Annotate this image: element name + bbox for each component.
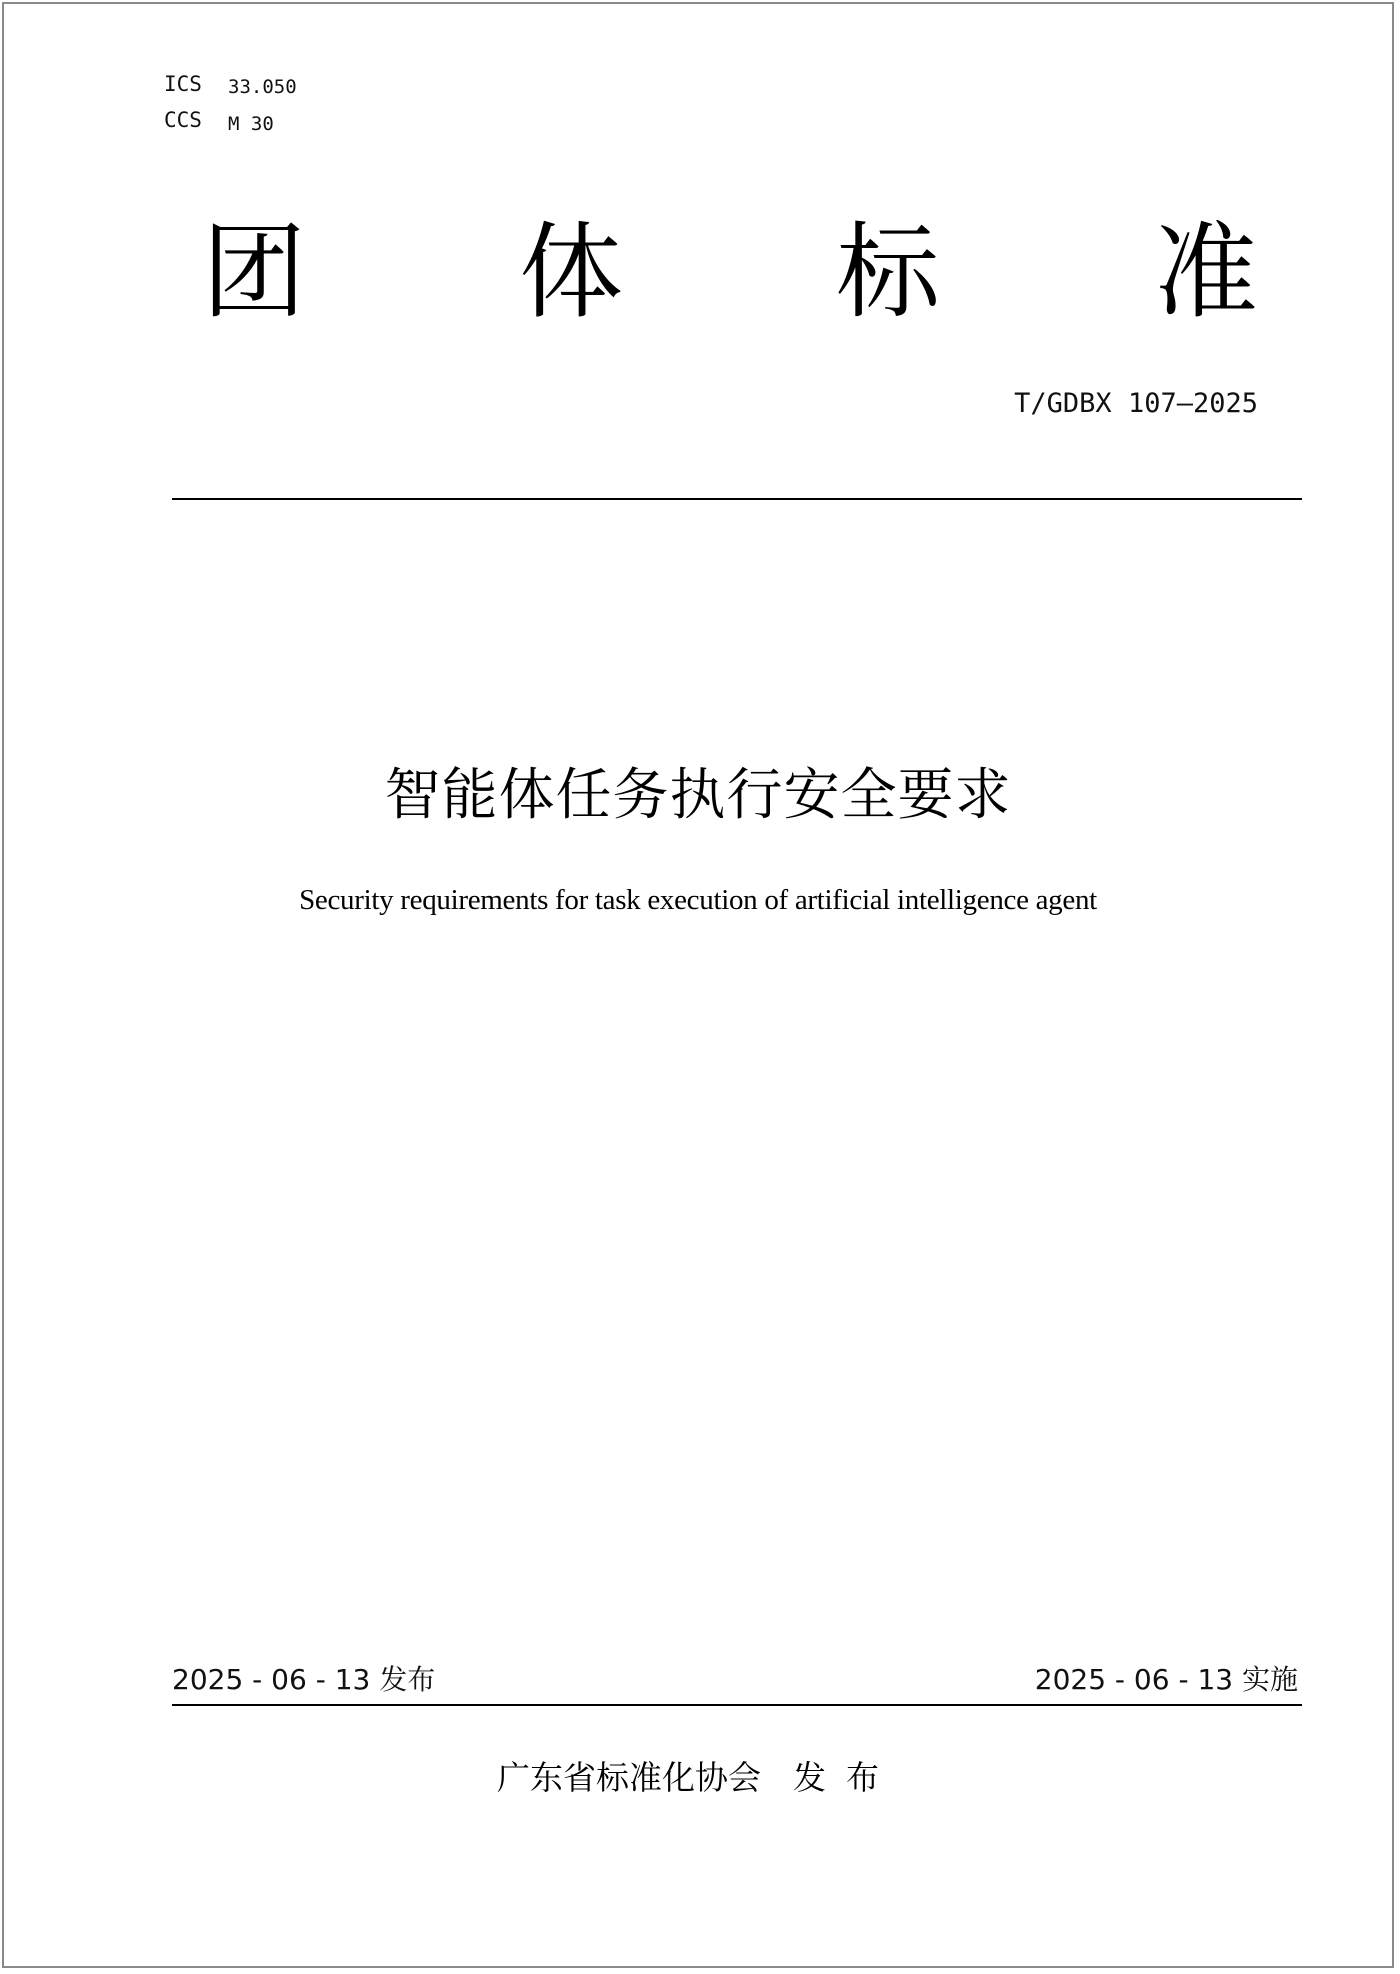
ccs-label: CCS bbox=[164, 108, 202, 132]
top-divider bbox=[172, 498, 1302, 500]
ccs-value: M 30 bbox=[228, 113, 274, 135]
publisher-suffix: 发布 bbox=[793, 1758, 899, 1797]
header-char-1: 团 bbox=[202, 211, 307, 333]
document-title-english: Security requirements for task execution of artificial intelligence agent bbox=[299, 884, 1097, 916]
publisher-line bbox=[4, 1756, 1392, 1800]
header-char-2: 体 bbox=[519, 211, 624, 333]
header-char-4: 准 bbox=[1154, 211, 1259, 333]
issue-date: 2025 - 06 - 13 发布 bbox=[172, 1663, 436, 1696]
publisher-name: 广东省标准化协会 bbox=[497, 1758, 761, 1797]
header-char-3: 标 bbox=[836, 211, 941, 333]
bottom-divider bbox=[172, 1704, 1302, 1706]
ics-label: ICS bbox=[164, 72, 202, 96]
implementation-date: 2025 - 06 - 13 实施 bbox=[1034, 1663, 1298, 1696]
document-cover-page bbox=[2, 2, 1394, 1968]
document-title-chinese: 智能体任务执行安全要求 bbox=[384, 763, 1012, 828]
standard-number: T/GDBX 107—2025 bbox=[1014, 388, 1258, 419]
ics-value: 33.050 bbox=[228, 76, 297, 98]
